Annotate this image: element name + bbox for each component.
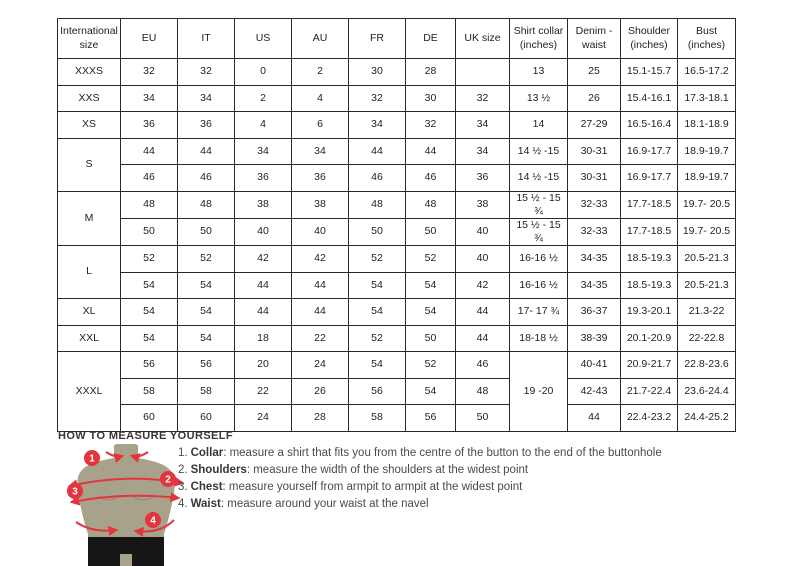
column-header-shirt-collar: Shirt collar (inches): [510, 19, 568, 59]
table-cell: [456, 59, 510, 86]
table-cell: 46: [406, 165, 456, 192]
table-cell: 44: [456, 299, 510, 326]
table-cell: 26: [292, 378, 349, 405]
table-cell: S: [58, 138, 121, 191]
table-cell: 46: [349, 165, 406, 192]
table-cell: 46: [178, 165, 235, 192]
table-cell: 13: [510, 59, 568, 86]
column-header-fr: FR: [349, 19, 406, 59]
table-header-row: [58, 19, 736, 59]
table-row: [58, 378, 736, 405]
table-cell: 32: [349, 85, 406, 112]
table-cell: 52: [406, 352, 456, 379]
table-cell: 30-31: [568, 165, 621, 192]
table-cell: 44: [292, 272, 349, 299]
table-cell: 56: [178, 352, 235, 379]
table-cell: 32: [456, 85, 510, 112]
instruction-label: Waist: [190, 498, 221, 510]
measure-heading: HOW TO MEASURE YOURSELF: [58, 430, 234, 442]
instruction-label: Collar: [190, 447, 224, 459]
table-cell: 25: [568, 59, 621, 86]
table-cell: 18-18 ½: [510, 325, 568, 352]
instruction-number: 2.: [178, 464, 188, 476]
table-cell: 54: [121, 272, 178, 299]
table-cell: 24.4-25.2: [678, 405, 736, 432]
table-cell: 14 ½ -15: [510, 165, 568, 192]
table-cell: 18.5-19.3: [621, 246, 678, 273]
table-row: [58, 405, 736, 432]
table-cell: 15 ½ - 15 ¾: [510, 218, 568, 245]
measure-instruction: [178, 464, 662, 476]
column-header-it: IT: [178, 19, 235, 59]
table-cell: 42: [292, 246, 349, 273]
table-cell: 16.9-17.7: [621, 138, 678, 165]
table-cell: 19.7- 20.5: [678, 191, 736, 218]
table-cell: 42-43: [568, 378, 621, 405]
table-cell: 32-33: [568, 191, 621, 218]
table-cell: 34: [292, 138, 349, 165]
table-cell: 20: [235, 352, 292, 379]
table-row: [58, 246, 736, 273]
table-cell: 22.4-23.2: [621, 405, 678, 432]
table-cell: 44: [568, 405, 621, 432]
measure-instruction: [178, 447, 662, 459]
table-cell: 17.3-18.1: [678, 85, 736, 112]
table-cell: 18.5-19.3: [621, 272, 678, 299]
table-cell: 16-16 ½: [510, 272, 568, 299]
size-chart-body: [58, 59, 736, 432]
table-cell: 30: [406, 85, 456, 112]
instruction-number: 3.: [178, 481, 188, 493]
table-cell: 54: [178, 299, 235, 326]
table-cell: 44: [235, 272, 292, 299]
table-row: [58, 191, 736, 218]
table-cell: 34: [121, 85, 178, 112]
table-cell: 34: [456, 112, 510, 139]
table-cell: 36-37: [568, 299, 621, 326]
table-cell: 40: [456, 218, 510, 245]
table-cell: XS: [58, 112, 121, 139]
table-cell: 17.7-18.5: [621, 218, 678, 245]
table-cell: 44: [406, 138, 456, 165]
table-row: [58, 325, 736, 352]
table-cell: 48: [406, 191, 456, 218]
table-cell: 54: [178, 272, 235, 299]
table-cell: 46: [456, 352, 510, 379]
table-cell: 44: [349, 138, 406, 165]
table-cell: 40-41: [568, 352, 621, 379]
table-cell: 16.9-17.7: [621, 165, 678, 192]
table-cell: 4: [292, 85, 349, 112]
table-row: [58, 165, 736, 192]
table-cell: XXS: [58, 85, 121, 112]
table-cell: 56: [349, 378, 406, 405]
column-header-au: AU: [292, 19, 349, 59]
svg-text:3: 3: [72, 486, 78, 498]
table-cell: 60: [121, 405, 178, 432]
table-cell: L: [58, 246, 121, 299]
svg-text:1: 1: [89, 453, 95, 465]
table-cell: 20.1-20.9: [621, 325, 678, 352]
table-cell: 30: [349, 59, 406, 86]
size-chart-table: [57, 18, 736, 432]
column-header-uk-size: UK size: [456, 19, 510, 59]
table-cell: 52: [178, 246, 235, 273]
instruction-text: : measure yourself from armpit to armpit at the widest point: [222, 481, 523, 493]
table-cell: 60: [178, 405, 235, 432]
table-cell: 44: [121, 138, 178, 165]
table-row: [58, 138, 736, 165]
table-cell: 54: [121, 299, 178, 326]
table-cell: 50: [406, 218, 456, 245]
table-cell: 14: [510, 112, 568, 139]
table-cell: 54: [349, 299, 406, 326]
table-cell: 22: [292, 325, 349, 352]
table-cell: 20.9-21.7: [621, 352, 678, 379]
table-cell: 48: [456, 378, 510, 405]
table-cell: 40: [235, 218, 292, 245]
table-cell: 54: [349, 352, 406, 379]
table-cell: 36: [235, 165, 292, 192]
table-cell: 44: [456, 325, 510, 352]
column-header-de: DE: [406, 19, 456, 59]
table-cell: 23.6-24.4: [678, 378, 736, 405]
table-cell: XXXL: [58, 352, 121, 432]
table-cell: 19.3-20.1: [621, 299, 678, 326]
table-cell: 50: [178, 218, 235, 245]
table-cell: 52: [406, 246, 456, 273]
table-cell: 36: [121, 112, 178, 139]
table-cell: 56: [406, 405, 456, 432]
table-cell: 54: [406, 378, 456, 405]
svg-text:2: 2: [165, 474, 171, 486]
table-cell: 21.3-22: [678, 299, 736, 326]
table-cell: 58: [349, 405, 406, 432]
table-row: [58, 272, 736, 299]
column-header-shoulder: Shoulder (inches): [621, 19, 678, 59]
table-cell: 54: [178, 325, 235, 352]
instruction-label: Shoulders: [190, 464, 247, 476]
table-cell: XXL: [58, 325, 121, 352]
table-cell: 38-39: [568, 325, 621, 352]
table-cell: 6: [292, 112, 349, 139]
table-cell: 15.4-16.1: [621, 85, 678, 112]
table-cell: 24: [235, 405, 292, 432]
table-cell: 36: [456, 165, 510, 192]
table-cell: 16-16 ½: [510, 246, 568, 273]
table-cell: 22.8-23.6: [678, 352, 736, 379]
measure-instruction: [178, 481, 662, 493]
table-cell: 34: [178, 85, 235, 112]
table-cell: 34-35: [568, 246, 621, 273]
table-cell: 58: [121, 378, 178, 405]
table-cell: 44: [235, 299, 292, 326]
table-cell: 17.7-18.5: [621, 191, 678, 218]
table-cell: XL: [58, 299, 121, 326]
table-row: [58, 218, 736, 245]
table-cell: 54: [121, 325, 178, 352]
table-cell: 34: [235, 138, 292, 165]
table-cell: 40: [292, 218, 349, 245]
table-cell: 40: [456, 246, 510, 273]
table-cell: 2: [235, 85, 292, 112]
instruction-text: : measure around your waist at the navel: [220, 498, 429, 510]
svg-text:4: 4: [150, 515, 156, 527]
column-header-international-size: International size: [58, 19, 121, 59]
table-cell: 54: [406, 299, 456, 326]
table-cell: 38: [456, 191, 510, 218]
table-cell: 19.7- 20.5: [678, 218, 736, 245]
table-cell: 20.5-21.3: [678, 272, 736, 299]
torso-illustration: [60, 444, 190, 566]
table-cell: 34: [456, 138, 510, 165]
table-cell: 52: [349, 246, 406, 273]
instruction-text: : measure the width of the shoulders at the widest point: [246, 464, 529, 476]
table-cell: 18.1-18.9: [678, 112, 736, 139]
table-cell: 48: [349, 191, 406, 218]
table-cell: 36: [292, 165, 349, 192]
table-cell: 14 ½ -15: [510, 138, 568, 165]
table-cell: 44: [178, 138, 235, 165]
table-cell: 24: [292, 352, 349, 379]
table-row: [58, 85, 736, 112]
table-cell: 38: [235, 191, 292, 218]
table-cell: 26: [568, 85, 621, 112]
table-cell: 38: [292, 191, 349, 218]
column-header-bust: Bust (inches): [678, 19, 736, 59]
table-cell: 54: [349, 272, 406, 299]
table-cell: 50: [121, 218, 178, 245]
table-cell: 4: [235, 112, 292, 139]
table-cell: 22: [235, 378, 292, 405]
table-cell: 15.1-15.7: [621, 59, 678, 86]
table-cell: 50: [349, 218, 406, 245]
table-cell: 36: [178, 112, 235, 139]
table-cell: 16.5-16.4: [621, 112, 678, 139]
table-cell: 34: [349, 112, 406, 139]
table-cell: 2: [292, 59, 349, 86]
column-header-us: US: [235, 19, 292, 59]
table-cell: 50: [406, 325, 456, 352]
table-cell: 58: [178, 378, 235, 405]
table-row: [58, 112, 736, 139]
table-cell: 18: [235, 325, 292, 352]
table-cell: 28: [406, 59, 456, 86]
table-cell: 27-29: [568, 112, 621, 139]
table-cell: 44: [292, 299, 349, 326]
instruction-number: 4.: [178, 498, 188, 510]
table-cell: XXXS: [58, 59, 121, 86]
table-cell: 0: [235, 59, 292, 86]
measure-instruction: [178, 498, 662, 510]
table-cell: 17- 17 ¾: [510, 299, 568, 326]
table-cell: 54: [406, 272, 456, 299]
table-cell: 30-31: [568, 138, 621, 165]
table-cell: 52: [121, 246, 178, 273]
table-cell: 34-35: [568, 272, 621, 299]
table-row: [58, 59, 736, 86]
instruction-label: Chest: [190, 481, 223, 493]
table-cell: 32: [178, 59, 235, 86]
table-cell: 18.9-19.7: [678, 165, 736, 192]
table-cell: 21.7-22.4: [621, 378, 678, 405]
table-cell: 22-22.8: [678, 325, 736, 352]
table-cell: 52: [349, 325, 406, 352]
table-cell: 48: [178, 191, 235, 218]
table-cell: 32: [121, 59, 178, 86]
table-cell: 15 ½ - 15 ¾: [510, 191, 568, 218]
instruction-text: : measure a shirt that fits you from the centre of the button to the end of the buttonhole: [223, 447, 662, 459]
table-cell: 19 -20: [510, 352, 568, 432]
instruction-number: 1.: [178, 447, 188, 459]
table-cell: 46: [121, 165, 178, 192]
table-cell: 42: [235, 246, 292, 273]
table-cell: 18.9-19.7: [678, 138, 736, 165]
table-cell: 16.5-17.2: [678, 59, 736, 86]
table-cell: 50: [456, 405, 510, 432]
column-header-denim-waist: Denim - waist: [568, 19, 621, 59]
table-cell: 56: [121, 352, 178, 379]
table-cell: 13 ½: [510, 85, 568, 112]
table-cell: 20.5-21.3: [678, 246, 736, 273]
table-row: [58, 352, 736, 379]
table-cell: 42: [456, 272, 510, 299]
column-header-eu: EU: [121, 19, 178, 59]
measure-instructions: [178, 447, 662, 510]
table-cell: 32: [406, 112, 456, 139]
table-cell: 28: [292, 405, 349, 432]
table-cell: 32-33: [568, 218, 621, 245]
table-cell: M: [58, 191, 121, 246]
table-row: [58, 299, 736, 326]
table-cell: 48: [121, 191, 178, 218]
